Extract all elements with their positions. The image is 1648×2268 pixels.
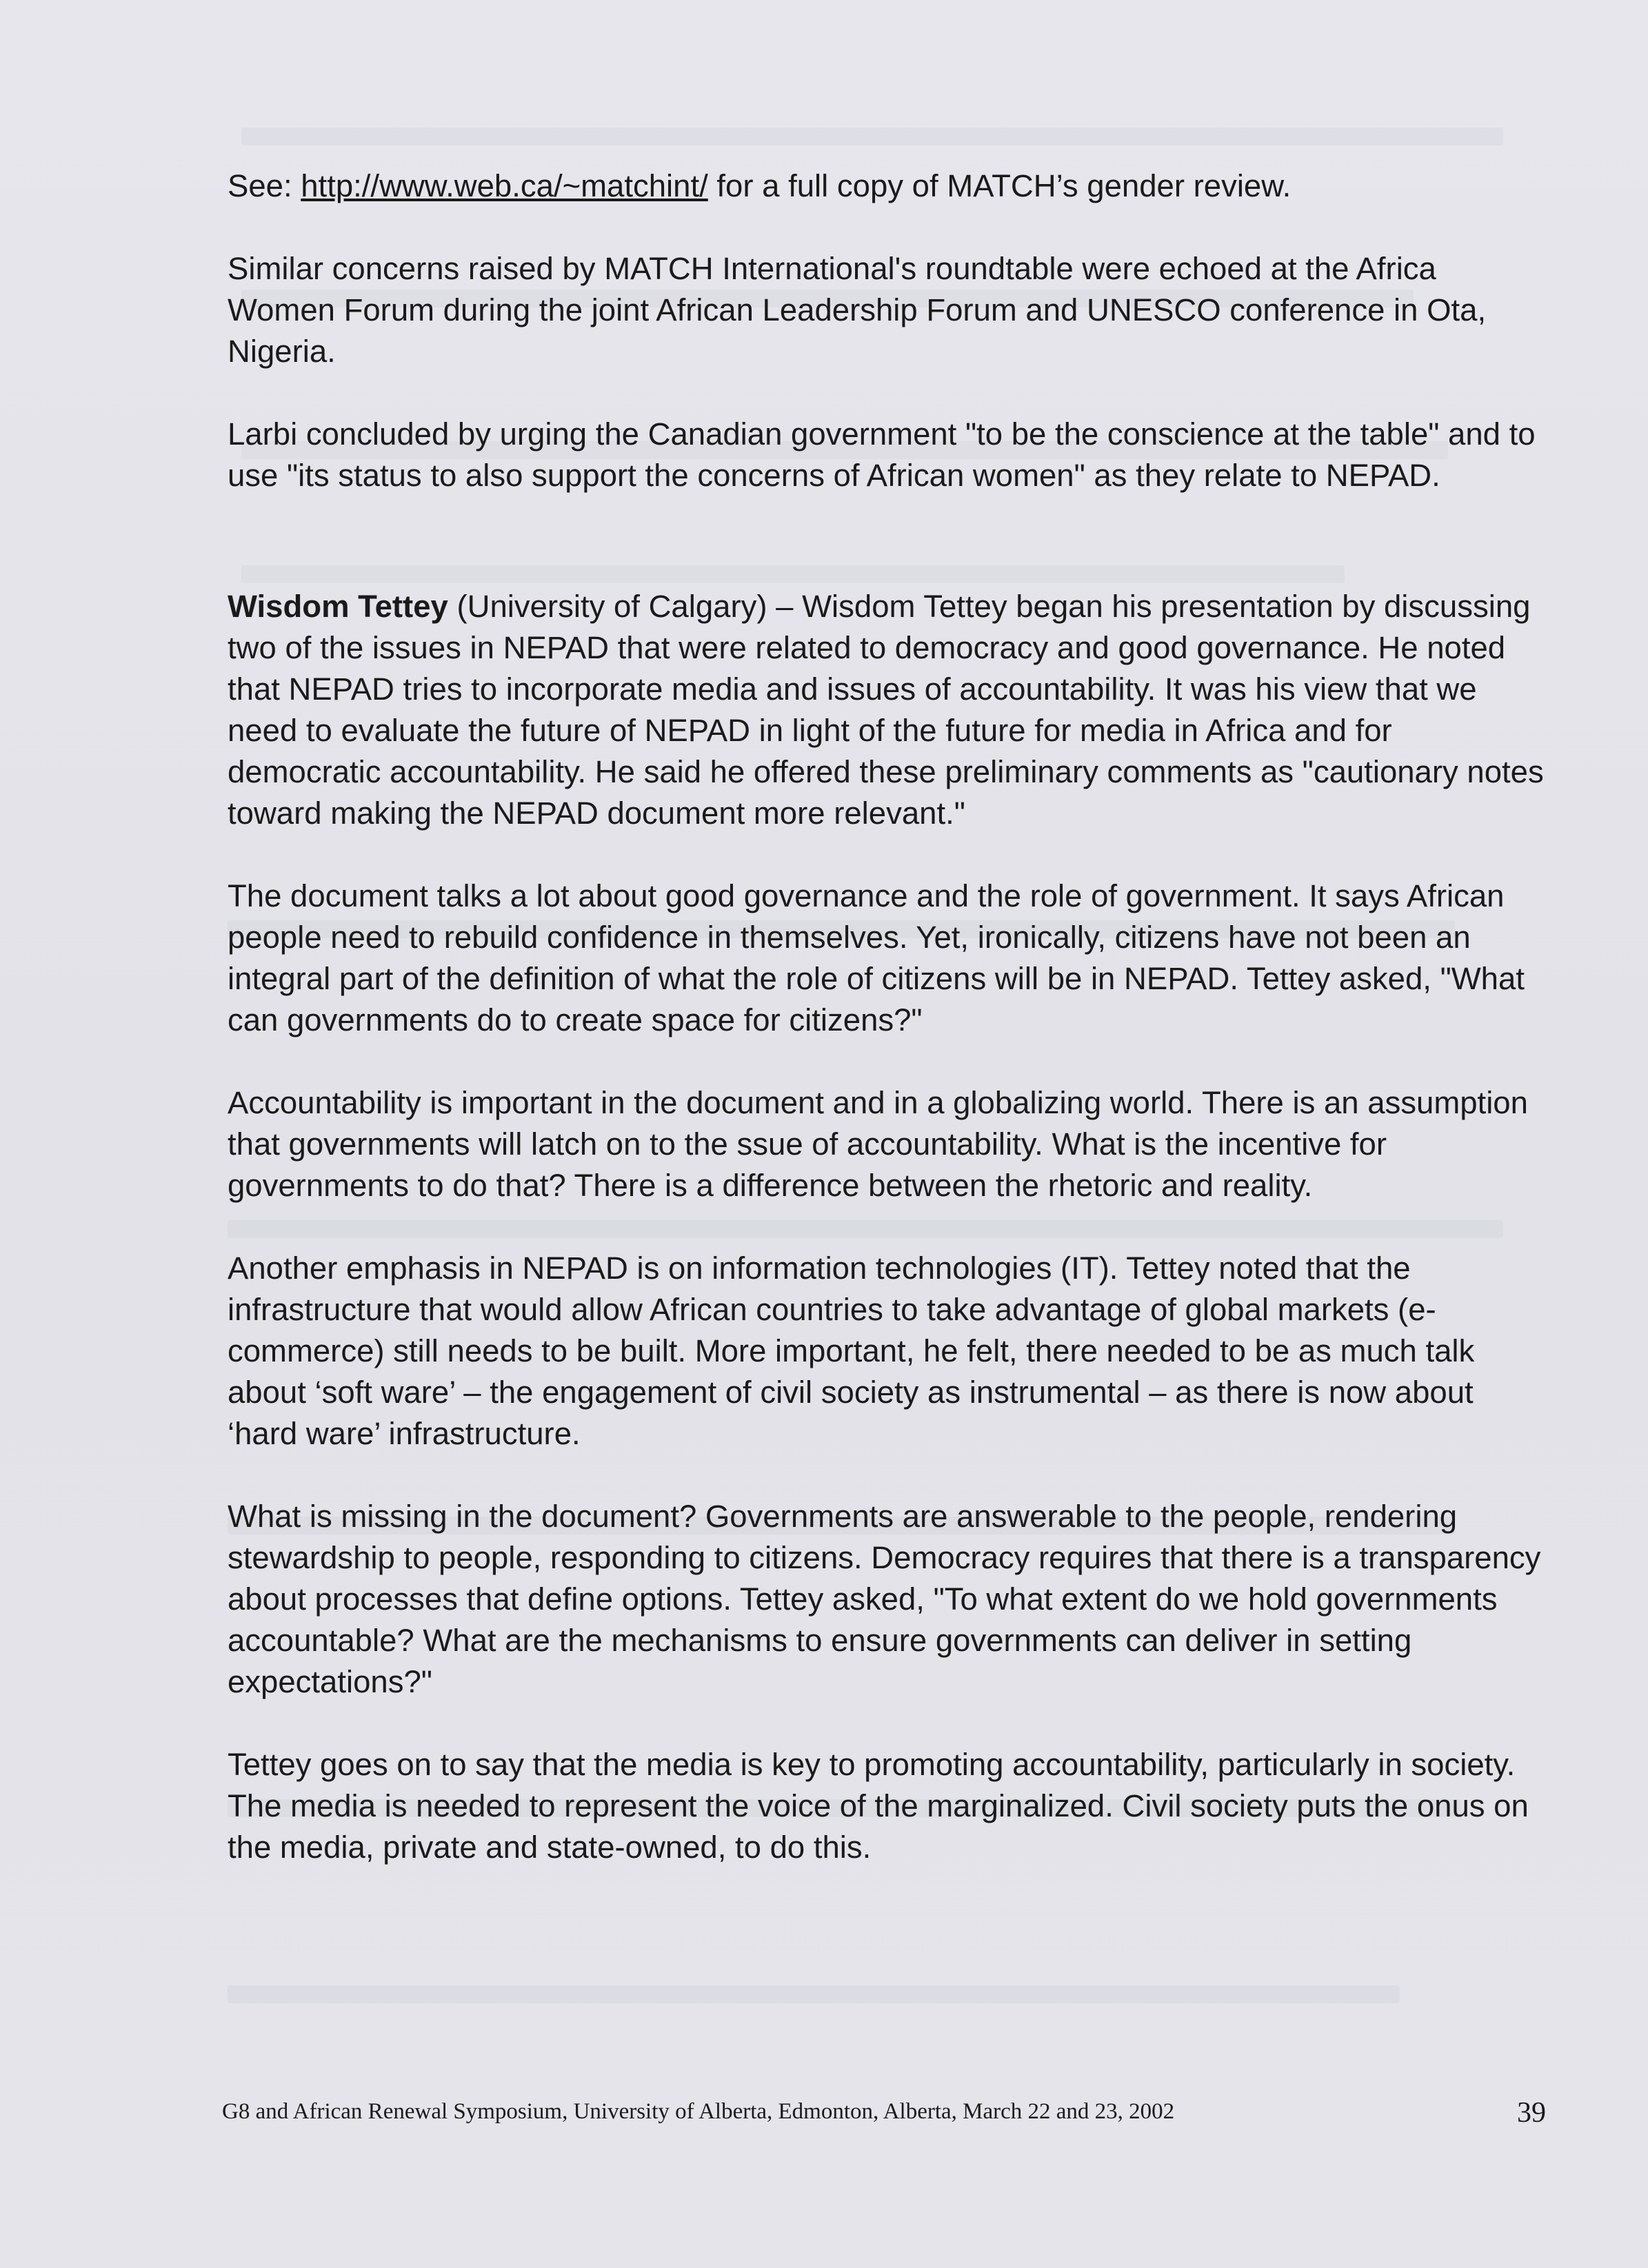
paragraph-wisdom-tettey-intro [228, 586, 1545, 834]
paragraph-accountability: Accountability is important in the document and in a globalizing world. There is an assumption that governments will latch on to the ssue of accountability. What is the incentive for governments to do that? There is a difference between the rhetoric and reality. [228, 1085, 1528, 1203]
footer-citation: G8 and African Renewal Symposium, University of Alberta, Edmonton, Alberta, March 22 and 23, 2002 [222, 2099, 1175, 2124]
paragraph-what-is-missing: What is missing in the document? Governments are answerable to the people, rendering stewardship to people, responding to citizens. Democracy requires that there is a transparency about processes that define options. Tettey asked, "To what extent do we hold governments accountable? What are the mechanisms to ensure governments can deliver in setting expectations?" [228, 1499, 1541, 1699]
paragraph-match-review-link [228, 165, 1545, 207]
paragraph-media-key: Tettey goes on to say that the media is key to promoting accountability, particularly in society. The media is needed to represent the voice of the marginalized. Civil society puts the onus on the media, private and state-owned, to do this. [228, 1747, 1529, 1865]
paragraph-larbi-conclusion: Larbi concluded by urging the Canadian government "to be the conscience at the table" and to use "its status to also support the concerns of African women" as they relate to NEPAD. [228, 416, 1536, 493]
see-label: See: [228, 168, 301, 203]
document-body [228, 165, 1545, 1910]
paragraph-africa-women-forum: Similar concerns raised by MATCH International's roundtable were echoed at the Africa Women Forum during the joint African Leadership Forum and UNESCO conference in Ota, Nigeria. [228, 251, 1487, 369]
speaker-name: Wisdom Tettey [228, 589, 448, 624]
matchint-url-link[interactable]: http://www.web.ca/~matchint/ [301, 168, 708, 203]
page-number: 39 [1517, 2097, 1546, 2129]
speaker-intro-text: (University of Calgary) – Wisdom Tettey began his presentation by discussing two of the issues in NEPAD that were related to democracy and good governance. He noted that NEPAD tries to incorporate media and issues of accountability. It was his view that we need to evaluate the future of NEPAD in light of the future for media in Africa and for democratic accountability. He said he offered these preliminary comments as "cautionary notes toward making the NEPAD document more relevant." [228, 589, 1544, 831]
paragraph-good-governance: The document talks a lot about good governance and the role of government. It says African people need to rebuild confidence in themselves. Yet, ironically, citizens have not been an integral part of the definition of what the role of citizens will be in NEPAD. Tettey asked, "What can governments do to create space for citizens?" [228, 878, 1525, 1037]
see-suffix: for a full copy of MATCH’s gender review. [707, 168, 1292, 203]
paragraph-information-technologies: Another emphasis in NEPAD is on information technologies (IT). Tettey noted that the infrastructure that would allow African countries to take advantage of global markets (e-commerce) still needs to be built. More important, he felt, there needed to be as much talk about ‘soft ware’ – the engagement of civil society as instrumental – as there is now about ‘hard ware’ infrastructure. [228, 1251, 1475, 1451]
